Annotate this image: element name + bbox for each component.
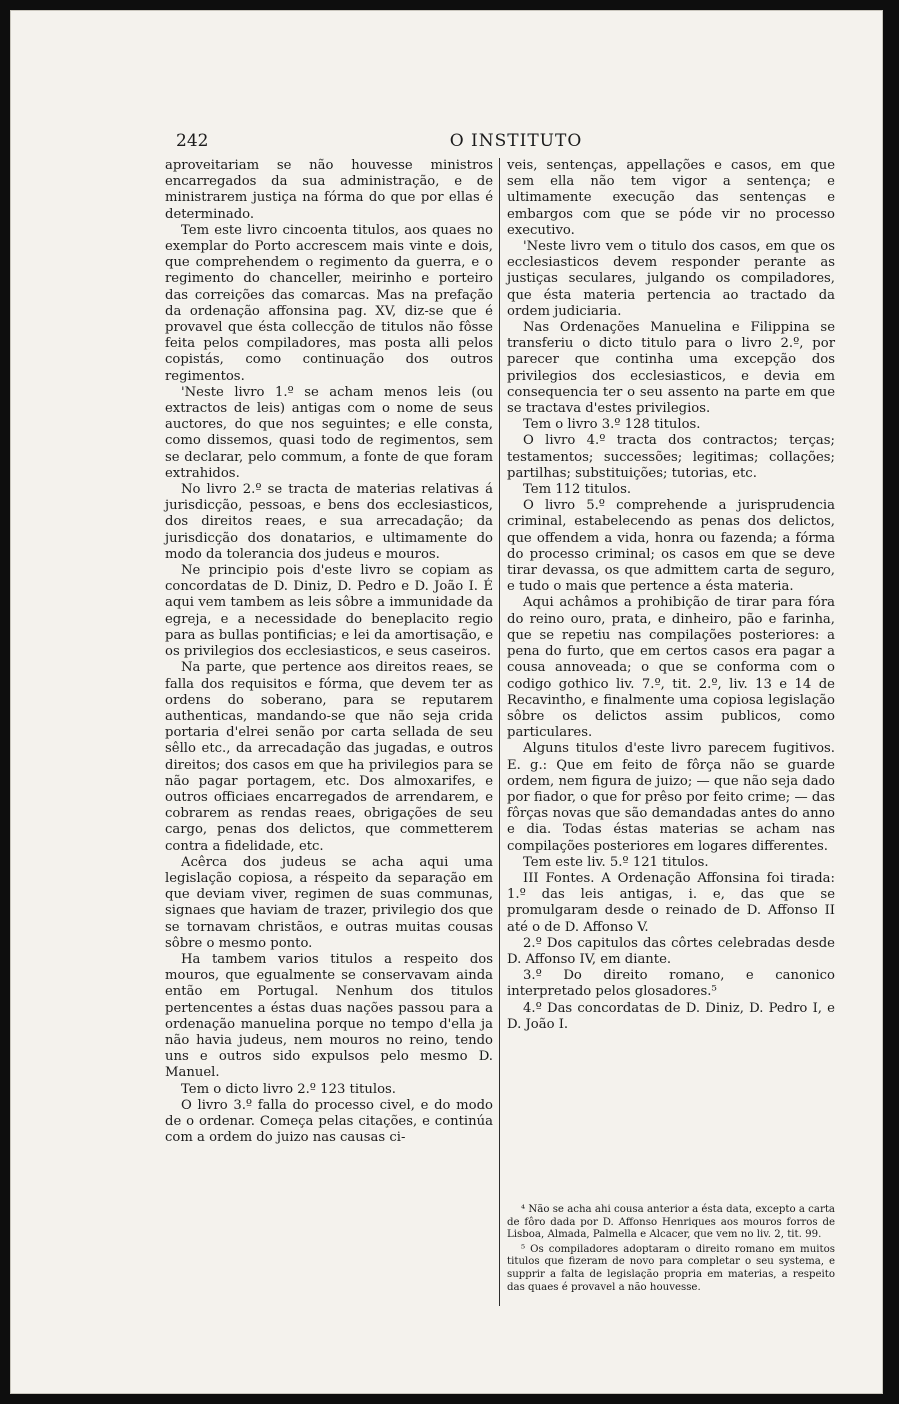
paragraph: O livro 5.º comprehende a jurisprudencia criminal, estabelecendo as penas dos delictos, que offendem a vida, honra ou fazenda; a fórma do processo criminal; os casos em que se deve tirar devassa, os que admittem carta de seguro, e tudo o mais que pertence a ésta materia. xyxy=(507,498,835,595)
paragraph: Ne principio pois d'este livro se copiam as concordatas de D. Diniz, D. Pedro e D. João I. É aqui vem tambem as leis sôbre a immunidade da egreja, e a necessidade do beneplacito regio para as bullas pontificias; e lei da amortisação, e os privilegios dos ecclesiasticos, e seus caseiros. xyxy=(165,563,493,660)
paragraph: 3.º Do direito romano, e canonico interpretado pelos glosadores.⁵ xyxy=(507,968,835,1000)
footnotes xyxy=(507,1204,835,1296)
paragraph: No livro 2.º se tracta de materias relativas á jurisdicção, pessoas, e bens dos ecclesiasticos, dos direitos reaes, e sua arrecadação; da jurisdicção dos donatarios, e ultimamente do modo da tolerancia dos judeus e mouros. xyxy=(165,482,493,562)
paragraph: 'Neste livro 1.º se acham menos leis (ou extractos de leis) antigas com o nome de seus auctores, do que nos seguintes; e elle consta, como dissemos, quasi todo de regimentos, sem se declarar, pelo commum, a fonte de que foram extrahidos. xyxy=(165,384,493,481)
left-column xyxy=(165,158,493,1146)
page-header xyxy=(176,131,856,155)
paragraph: O livro 3.º falla do processo civel, e do modo de o ordenar. Começa pelas citações, e continúa com a ordem do juizo nas causas ci- xyxy=(165,1097,493,1146)
paragraph: Tem o dicto livro 2.º 123 titulos. xyxy=(181,1081,396,1097)
footnote: ⁴ Não se acha ahi cousa anterior a ésta data, excepto a carta de fôro dada por D. Affonso Henriques aos mouros forros de Lisboa, Almada, Palmella e Alcacer, que vem no liv. 2, tit. 99. xyxy=(507,1204,835,1241)
paragraph: aproveitariam se não houvesse ministros encarregados da sua administração, e de ministrarem justiça na fórma do que por ellas é determinado. xyxy=(165,158,493,222)
paragraph: veis, sentenças, appellações e casos, em que sem ella não tem vigor a sentença; e ultimamente execução das sentenças e embargos com que se póde vir no processo executivo. xyxy=(507,158,835,238)
paragraph: Acêrca dos judeus se acha aqui uma legislação copiosa, a réspeito da separação em que deviam viver, regimen de suas communas, signaes que haviam de trazer, privilegio dos que se tornavam christãos, e outras muitas cousas sôbre o mesmo ponto. xyxy=(165,854,493,951)
footnote: ⁵ Os compiladores adoptaram o direito romano em muitos titulos que fizeram de novo para completar o seu systema, e supprir a falta de legislação propria em materias, a respeito das quaes é provavel a não houvesse. xyxy=(507,1243,835,1293)
running-title: O INSTITUTO xyxy=(449,131,583,151)
paragraph: Aqui achâmos a prohibição de tirar para fóra do reino ouro, prata, e dinheiro, pão e farinha, que se repetiu nas compilações posteriores: a pena do furto, que em certos casos era pagar a cousa annoveada; o que se conforma com o codigo gothico liv. 7.º, tit. 2.º, liv. 13 e 14 de Recavintho, e finalmente uma copiosa legislação sôbre os delictos assim publicos, como particulares. xyxy=(507,595,835,741)
paragraph: 2.º Dos capitulos das côrtes celebradas desde D. Affonso IV, em diante. xyxy=(507,935,835,967)
paragraph: Na parte, que pertence aos direitos reaes, se falla dos requisitos e fórma, que devem ter as ordens do soberano, para se reputarem authenticas, mandando-se que não seja crida portaria d'elrei senão por carta sellada de seu sêllo etc., da arrecadação das jugadas, e outros direitos; dos casos em que ha privilegios para se não pagar portagem, etc. Dos almoxarifes, e outros officiaes encarregados de arrendarem, e cobrarem as rendas reaes, obrigações de seu cargo, penas dos delictos, que commetterem contra a fidelidade, etc. xyxy=(165,660,493,854)
paragraph: O livro 4.º tracta dos contractos; terças; testamentos; successões; legitimas; collações; partilhas; substituições; tutorias, etc. xyxy=(507,433,835,481)
paragraph: 4.º Das concordatas de D. Diniz, D. Pedro I, e D. João I. xyxy=(507,1000,835,1032)
paragraph: Tem este liv. 5.º 121 titulos. xyxy=(523,854,709,870)
paragraph: Tem este livro cincoenta titulos, aos quaes no exemplar do Porto accrescem mais vinte e dois, que comprehendem o regimento da guerra, e o regimento do chanceller, meirinho e porteiro das correições das comarcas. Mas na prefação da ordenação affonsina pag. XV, diz-se que é provavel que ésta collecção de titulos não fôsse feita pelos compiladores, mas posta alli pelos copistás, como continuação dos outros regimentos. xyxy=(165,222,493,384)
paragraph: Alguns titulos d'este livro parecem fugitivos. E. g.: Que em feito de fôrça não se guarde ordem, nem figura de juizo; — que não seja dado por fiador, o que for prêso por feito crime; — das fôrças novas que são demandadas antes do anno e dia. Todas éstas materias se acham nas compilações posteriores em logares differentes. xyxy=(507,741,835,854)
paragraph: Tem o livro 3.º 128 titulos. xyxy=(523,417,701,433)
right-column xyxy=(507,158,835,1033)
paragraph: III Fontes. A Ordenação Affonsina foi tirada: 1.º das leis antigas, i. e, das que se promulgaram desde o reinado de D. Affonso II até o de D. Affonso V. xyxy=(507,870,835,935)
page-number: 242 xyxy=(176,131,209,151)
paragraph: Tem 112 titulos. xyxy=(523,482,632,498)
paragraph: Ha tambem varios titulos a respeito dos mouros, que egualmente se conservavam ainda então em Portugal. Nenhum dos titulos pertencentes a éstas duas nações passou para a ordenação manuelina porque no tempo d'ella ja não havia judeus, nem mouros no reino, tendo uns e outros sido expulsos pelo mesmo D. Manuel. xyxy=(165,951,493,1081)
column-rule xyxy=(499,158,500,1306)
paragraph: 'Neste livro vem o titulo dos casos, em que os ecclesiasticos devem responder perante as justiças seculares, julgando os compiladores, que ésta materia pertencia ao tractado da ordem judiciaria. xyxy=(507,239,835,319)
paragraph: Nas Ordenações Manuelina e Filippina se transferiu o dicto titulo para o livro 2.º, por parecer que continha uma excepção dos privilegios dos ecclesiasticos, e devia em consequencia ter o seu assento na parte em que se tractava d'estes privilegios. xyxy=(507,320,835,417)
